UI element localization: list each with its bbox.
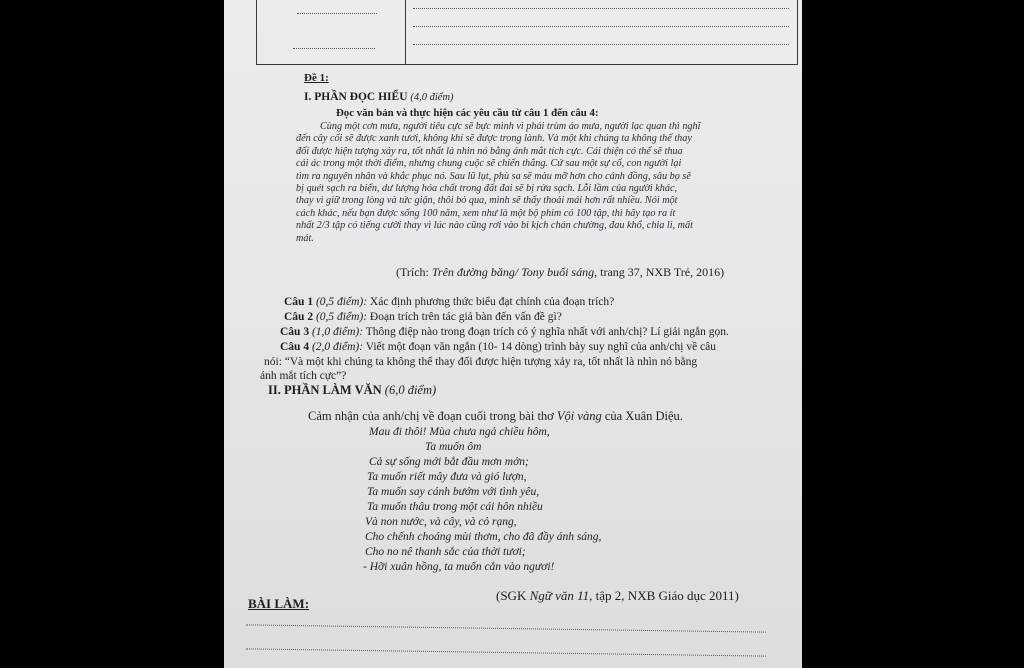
poem-line: Cho no nê thanh sắc của thời tươi; (365, 546, 526, 558)
reading-passage (296, 121, 796, 245)
header-form-box (256, 0, 798, 65)
question-text: Thông điệp nào trong đoạn trích có ý nghĩa nhất với anh/chị? Lí giải ngắn gọn. (365, 326, 729, 338)
source-suffix: , trang 37, NXB Trẻ, 2016) (594, 265, 725, 279)
answer-dotted-line (246, 648, 766, 656)
passage-line: nhất 2/3 tập có tiếng cười thay vì lúc nào cũng rơi vào bi kịch chán chường, đau khổ, chia li, mất (296, 220, 693, 232)
part2-points: (6,0 điểm) (384, 383, 437, 397)
passage-line: đổi được hiện tượng xảy ra, tốt nhất là nhìn nó bằng ánh mắt tích cực. Cái thiện có thể sẽ thua (296, 145, 683, 157)
passage-line: tìm ra nguyên nhân và khắc phục nó. Sau lũ lụt, phù sa sẽ màu mỡ hơn cho cánh đồng, sâu bọ sẽ (296, 170, 691, 182)
part1-heading (304, 91, 454, 103)
question-text: Xác định phương thức biểu đạt chính của đoạn trích? (369, 296, 615, 308)
answer-label: BÀI LÀM: (248, 596, 310, 611)
poem-line: Và non nước, và cây, và cỏ rạng, (365, 516, 517, 528)
source-prefix: (SGK (496, 588, 530, 603)
header-dotted-line (413, 8, 789, 9)
passage-line: đến cây cối sẽ được xanh tươi, không khí sẽ được trong lành. Và một khi chúng ta không thể thay (296, 133, 692, 145)
question-label: Câu 1 (284, 296, 314, 308)
question-label: Câu 2 (284, 311, 314, 323)
passage-line: cách khác, nếu bạn được sống 100 năm, xem như là một bộ phim có 100 tập, thì hãy tạo ra ít (296, 207, 676, 219)
passage-line: bị quét sạch ra biển, dư lượng hóa chất trong đất đai sẽ bị rửa sạch. Lỗi lầm của người khác, (296, 183, 678, 195)
exam-number: Đề 1: (304, 72, 329, 84)
prompt-suffix: của Xuân Diệu. (601, 409, 683, 423)
source-prefix: (Trích: (396, 265, 432, 279)
header-divider (405, 0, 406, 64)
poem-line: Ta muốn ôm (425, 441, 482, 453)
poem-line: Mau đi thôi! Mùa chưa ngả chiều hôm, (369, 426, 550, 438)
part2-prompt (308, 409, 683, 424)
question-points: (1,0 điểm): (311, 326, 364, 338)
answer-dotted-line (246, 624, 766, 632)
passage-line: cái ác trong một thời điểm, nhưng chung cuộc sẽ chiến thắng. Cứ sau một sự cố, con người lại (296, 158, 682, 170)
question-1 (284, 296, 614, 308)
poem-line: Ta muốn thâu trong một cái hôn nhiều (367, 501, 543, 513)
header-dotted-line (413, 26, 789, 27)
prompt-prefix: Cảm nhận của anh/chị về đoạn cuối trong bài thơ (308, 409, 557, 423)
question-4 (280, 341, 716, 353)
part2-heading (268, 383, 436, 398)
header-dotted-line (413, 44, 789, 45)
source-title: Trên đường băng/ Tony buổi sáng (431, 265, 595, 279)
question-3 (280, 326, 729, 338)
passage-line: Cùng một cơn mưa, người tiêu cực sẽ bực mình vì phải trùm áo mưa, người lạc quan thì nghĩ (320, 121, 701, 132)
prompt-title: Vội vàng (556, 409, 602, 423)
part1-title: I. PHẦN ĐỌC HIỂU (304, 91, 408, 103)
poem-source (496, 588, 739, 604)
question-4-continued: nói: “Và một khi chúng ta không thể thay đổi được hiện tượng xảy ra, tốt nhất là nhìn nó bằng (264, 356, 698, 368)
question-label: Câu 4 (280, 341, 310, 353)
source-title: Ngữ văn 11 (529, 588, 590, 603)
question-points: (0,5 điểm): (315, 296, 368, 308)
passage-source (396, 265, 724, 280)
part1-points: (4,0 điểm) (410, 92, 454, 103)
part2-title: II. PHẦN LÀM VĂN (268, 383, 382, 397)
header-dotted-line (297, 13, 377, 14)
header-dotted-line (293, 48, 375, 49)
question-label: Câu 3 (280, 326, 310, 338)
question-points: (0,5 điểm): (315, 311, 368, 323)
part1-instruction: Đọc văn bản và thực hiện các yêu cầu từ câu 1 đến câu 4: (336, 107, 599, 119)
passage-line: mát. (296, 232, 314, 244)
source-suffix: , tập 2, NXB Giáo dục 2011) (589, 588, 739, 603)
poem-line: Cho chếnh choáng mùi thơm, cho đã đầy ánh sáng, (365, 531, 602, 543)
question-text: Đoạn trích trên tác giả bàn đến vấn đề gì? (369, 311, 562, 323)
question-2 (284, 311, 562, 323)
poem-line: Cả sự sống mới bắt đầu mơn mởn; (369, 456, 529, 468)
poem-line: Ta muốn riết mây đưa và gió lượn, (367, 471, 527, 483)
poem-line: - Hỡi xuân hồng, ta muốn cắn vào ngươi! (363, 561, 555, 573)
poem-line: Ta muốn say cánh bướm với tình yêu, (367, 486, 540, 498)
exam-paper (224, 0, 802, 668)
question-text: Viết một đoạn văn ngắn (10- 14 dòng) trình bày suy nghĩ của anh/chị về câu (365, 341, 717, 353)
passage-line: thay vì giữ trong lòng và tức giận, thôi bỏ qua, mình sẽ thấy thoải mái hơn rất nhiều. Nói một (296, 195, 678, 207)
question-4-continued: ánh mắt tích cực”? (260, 370, 347, 382)
poem-excerpt (363, 425, 602, 575)
question-points: (2,0 điểm): (311, 341, 364, 353)
